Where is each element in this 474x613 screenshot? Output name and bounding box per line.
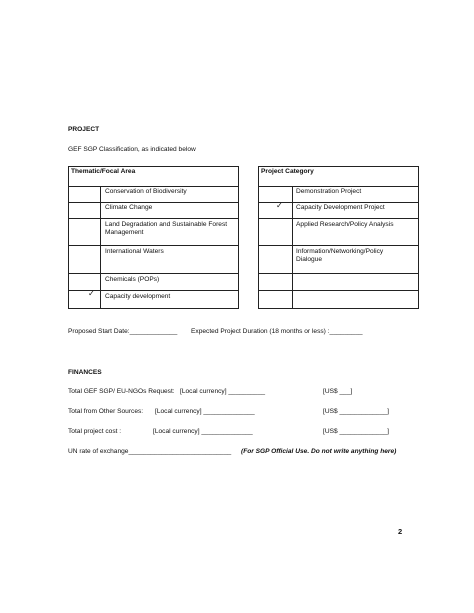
- expected-duration[interactable]: Expected Project Duration (18 months or less) :_________: [191, 328, 363, 335]
- category-item-capacity-development: Capacity Development Project: [296, 204, 385, 211]
- finance-row-local-field[interactable]: [Local currency] __________: [180, 388, 266, 395]
- finances-heading: FINANCES: [68, 369, 102, 376]
- table-header-project-category: Project Category: [261, 168, 314, 175]
- project-heading: PROJECT: [68, 126, 100, 133]
- check-mark-icon[interactable]: ✓: [88, 289, 95, 298]
- finance-row-usd-field[interactable]: [US$ _____________]: [323, 408, 389, 415]
- thematic-item-biodiversity: Conservation of Biodiversity: [105, 188, 187, 195]
- page-number: 2: [398, 527, 403, 536]
- finance-row-usd-field[interactable]: [US$ ___]: [323, 388, 353, 395]
- category-item-information-networking: Information/Networking/Policy Dialogue: [296, 248, 384, 264]
- thematic-item-land-degradation: Land Degradation and Sustainable Forest Management: [105, 221, 228, 237]
- check-mark-icon[interactable]: ✓: [276, 201, 283, 210]
- category-item-demonstration: Demonstration Project: [296, 188, 362, 195]
- table-header-thematic-area: Thematic/Focal Area: [71, 168, 136, 175]
- category-item-applied-research: Applied Research/Policy Analysis: [296, 221, 394, 228]
- finance-row-local-field[interactable]: [Local currency] ______________: [153, 428, 253, 435]
- finance-row-usd-field[interactable]: [US$ _____________]: [323, 428, 389, 435]
- finance-row-label: Total GEF SGP/ EU-NGOs Request:: [68, 388, 175, 395]
- thematic-item-international-waters: International Waters: [105, 248, 164, 255]
- thematic-item-capacity-development: Capacity development: [105, 293, 171, 300]
- classification-label: GEF SGP Classification, as indicated below: [68, 146, 196, 153]
- classification-table: [68, 166, 418, 309]
- thematic-item-chemicals: Chemicals (POPs): [105, 276, 160, 283]
- proposed-start-date[interactable]: Proposed Start Date:_____________: [68, 328, 178, 335]
- thematic-item-climate-change: Climate Change: [105, 204, 153, 211]
- finance-row-label: Total from Other Sources:: [68, 408, 144, 415]
- finance-row-label: Total project cost :: [68, 428, 122, 435]
- un-rate-note: (For SGP Official Use. Do not write anything here): [241, 448, 397, 455]
- un-rate-field[interactable]: UN rate of exchange____________________________: [68, 448, 232, 455]
- finance-row-local-field[interactable]: [Local currency] ______________: [155, 408, 255, 415]
